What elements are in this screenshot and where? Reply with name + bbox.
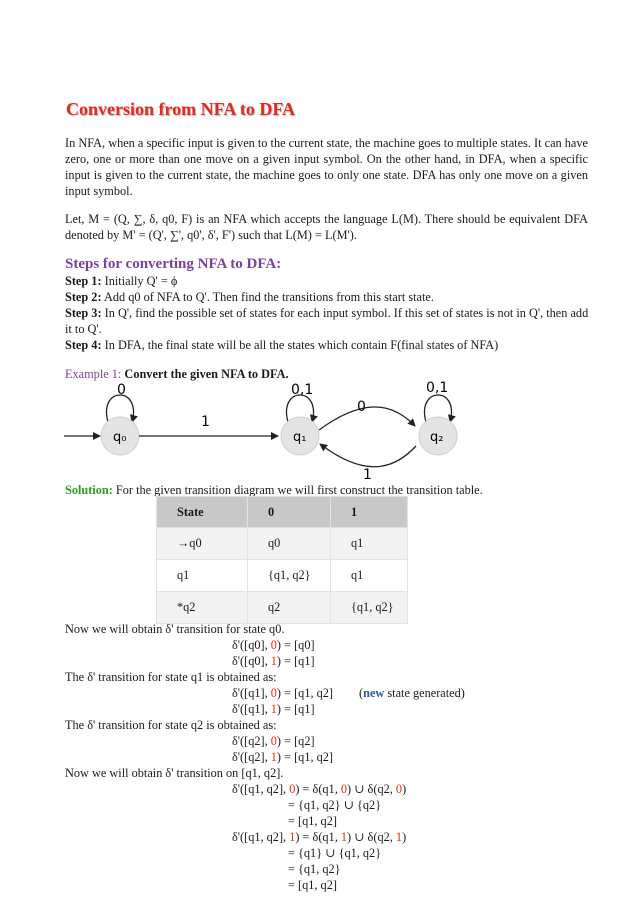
state-q1-label: q₁	[293, 430, 307, 445]
intro-paragraph-2: Let, M = (Q, ∑, δ, q0, F) is an NFA which accepts the language L(M). There should be equivalent DFA denoted by M' = (Q', ∑', q0', δ', F') such that L(M) = L(M').	[65, 212, 588, 242]
solution-text: For the given transition diagram we will first construct the transition table.	[112, 483, 483, 497]
table-cell: q2	[248, 592, 331, 624]
q1-q2-edge	[319, 407, 415, 430]
q0-loop-label: 0	[117, 382, 126, 398]
derivation-line: δ'([q1, q2], 1) = δ(q1, 1) ∪ δ(q2, 1)	[232, 830, 407, 844]
table-cell: q1	[331, 560, 408, 592]
steps-list	[65, 273, 590, 353]
table-header-cell: 0	[248, 497, 331, 528]
step-2-label: Step 2:	[65, 290, 102, 304]
q2-q1-label: 1	[363, 467, 372, 482]
table-cell: q1	[331, 528, 408, 560]
nfa-diagram	[60, 378, 480, 482]
table-row	[157, 560, 408, 592]
derivation-line: δ'([q1], 0) = [q1, q2]	[232, 686, 334, 700]
transition-table	[156, 496, 408, 624]
derivation-line: The δ' transition for state q1 is obtained as:	[65, 670, 277, 684]
derivation-line: = {q1, q2}	[288, 862, 341, 876]
step-3-text: In Q', find the possible set of states for each input symbol. If this set of states is not in Q', then add it to Q'.	[65, 306, 589, 336]
table-cell: {q1, q2}	[331, 592, 408, 624]
step-4-label: Step 4:	[65, 338, 102, 352]
derivation-line: = [q1, q2]	[288, 878, 337, 892]
derivation-line: = {q1, q2} ∪ {q2}	[288, 798, 382, 812]
table-cell: *q2	[157, 592, 248, 624]
q1-q2-label: 0	[357, 399, 366, 415]
derivation-line: Now we will obtain δ' transition on [q1, q2].	[65, 766, 284, 780]
step-1-label: Step 1:	[65, 274, 102, 288]
q0-q1-label: 1	[201, 414, 210, 430]
table-header-row	[157, 497, 408, 528]
derivation-line: δ'([q1, q2], 0) = δ(q1, 0) ∪ δ(q2, 0)	[232, 782, 407, 796]
table-cell: q0	[248, 528, 331, 560]
solution-label: Solution:	[65, 483, 113, 497]
derivation-line: = [q1, q2]	[288, 814, 337, 828]
state-q2-label: q₂	[430, 430, 444, 445]
derivation-line: Now we will obtain δ' transition for state q0.	[65, 622, 285, 636]
step-3-label: Step 3:	[65, 306, 102, 320]
q1-loop-label: 0,1	[291, 382, 314, 398]
new-state-note: (new state generated)	[359, 686, 465, 700]
state-q0-label: q₀	[113, 430, 127, 445]
derivation-line: δ'([q1], 1) = [q1]	[232, 702, 315, 716]
table-header-cell: State	[157, 497, 248, 528]
step-1	[65, 273, 590, 289]
step-3	[65, 305, 590, 337]
derivation-line: δ'([q2], 0) = [q2]	[232, 734, 315, 748]
q2-loop-label: 0,1	[426, 380, 449, 396]
table-header-cell: 1	[331, 497, 408, 528]
page-title: Conversion from NFA to DFA	[66, 99, 295, 119]
table-cell: q1	[157, 560, 248, 592]
table-cell: →q0	[157, 528, 248, 560]
step-2	[65, 289, 590, 305]
derivation-line: δ'([q0], 1) = [q1]	[232, 654, 315, 668]
derivation-line: = {q1} ∪ {q1, q2}	[288, 846, 382, 860]
example-label: Example 1:	[65, 367, 122, 381]
step-1-text: Initially Q' = ϕ	[101, 274, 178, 288]
q2-q1-edge	[320, 444, 416, 467]
step-4	[65, 337, 590, 353]
derivation-line: δ'([q0], 0) = [q0]	[232, 638, 315, 652]
table-row	[157, 592, 408, 624]
steps-heading: Steps for converting NFA to DFA:	[65, 256, 282, 272]
derivation-line: The δ' transition for state q2 is obtained as:	[65, 718, 277, 732]
derivation-line: δ'([q2], 1) = [q1, q2]	[232, 750, 334, 764]
example-text: Convert the given NFA to DFA.	[121, 367, 289, 381]
step-4-text: In DFA, the final state will be all the states which contain F(final states of NFA)	[101, 338, 499, 352]
table-row	[157, 528, 408, 560]
step-2-text: Add q0 of NFA to Q'. Then find the transitions from this start state.	[101, 290, 434, 304]
table-cell: {q1, q2}	[248, 560, 331, 592]
intro-paragraph-1: In NFA, when a specific input is given to the current state, the machine goes to multiple states. It can have zero, one or more than one move on a given input symbol. On the other hand, in DFA, when a specific input is given to the current state, the machine goes to only one state. DFA has only one move on a given input symbol.	[65, 136, 588, 198]
